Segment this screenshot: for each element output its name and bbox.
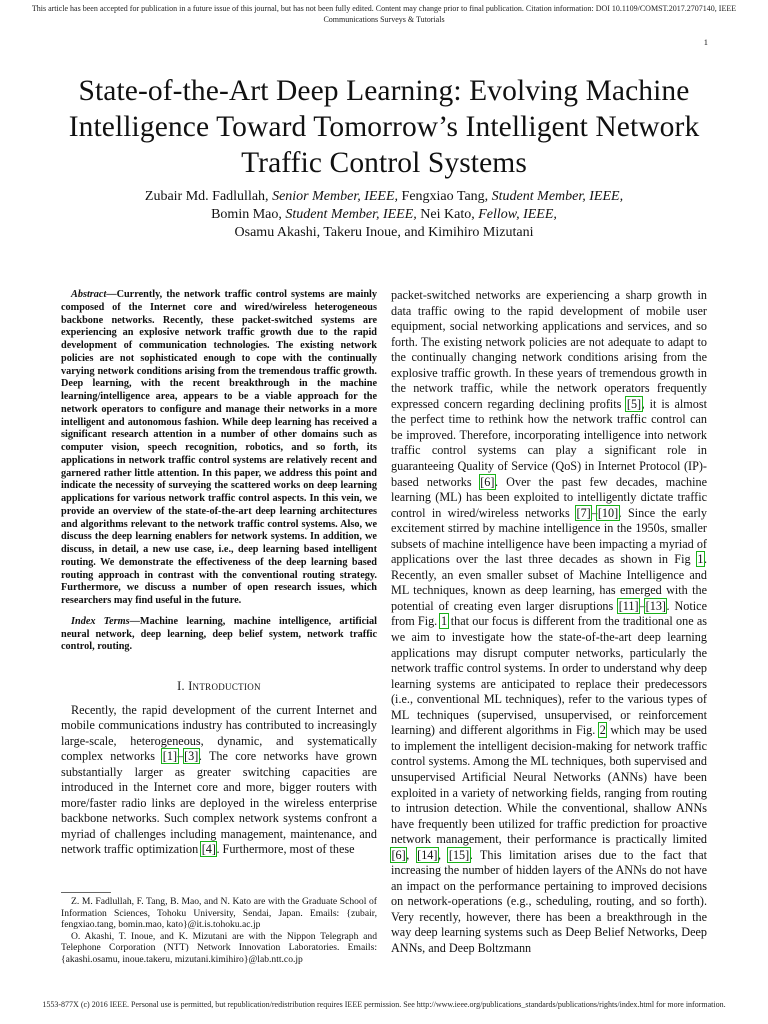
citation-link[interactable]: [3] xyxy=(184,749,199,764)
figure-link[interactable]: 1 xyxy=(697,552,704,567)
citation-link[interactable]: [11] xyxy=(618,598,639,613)
text-run: , xyxy=(406,847,417,862)
author-name: Fengxiao Tang, xyxy=(401,189,489,204)
author-role: Student Member, IEEE, xyxy=(285,207,417,222)
journal-notice xyxy=(8,3,760,25)
paper-title xyxy=(40,73,728,181)
author-role: Student Member, IEEE, xyxy=(491,189,624,204)
citation-link[interactable]: [6] xyxy=(391,847,406,862)
citation-link[interactable]: [14] xyxy=(417,847,438,862)
page-number: 1 xyxy=(703,37,708,47)
figure-link[interactable]: 1 xyxy=(440,614,448,629)
author-name: Zubair Md. Fadlullah, xyxy=(144,189,269,204)
abstract-text: —Currently, the network traffic control systems are mainly composed of the Internet core and wired/wireless heterogeneous backbone networks. Recently, these packet-switched systems are experiencing an explosive network traffic growth due to the rapid development of communication technologies. The existing network policies are not sophisticated enough to cope with the continually varying network conditions arising from the tremendous traffic growth. Deep learning, with the recent breakthrough in the machine learning/intelligence area, appears to be a viable approach for the network operators to configure and manage their networks in a more intelligent and autonomous fashion. While deep learning has received a significant research attention in a number of other domains such as computer vision, speech recognition, robotics, and so forth, its applications in network traffic control systems are relatively recent and garnered rather little attention. In this paper, we address this point and indicate the necessity of surveying the scattered works on deep learning applications for various network traffic control aspects. In this vein, we provide an overview of the state-of-the-art deep learning architectures and algorithms relevant to the network traffic control systems. Also, we discuss the deep learning enablers for network systems. In addition, we discuss, in detail, a new use case, i.e., deep learning based intelligent routing. We demonstrate the effectiveness of the deep learning based routing approach in contrast with the conventional routing strategy. Furthermore, we discuss a number of open research issues, which researchers may find useful in the future. xyxy=(61,289,377,606)
footnote-divider xyxy=(61,892,111,893)
author-affiliation-footnotes xyxy=(61,896,377,966)
text-run: – xyxy=(591,505,598,520)
author-role: Fellow, IEEE, xyxy=(478,207,557,222)
copyright-notice: 1553-877X (c) 2016 IEEE. Personal use is permitted, but republication/redistribution requires IEEE permission. See http://www.ieee.org/publications_standards/publications/rights/index.html for more information. xyxy=(42,1000,726,1009)
text-run: . Over the past few decades, machine learning (ML) has been exploited to intelligently dictate traffic control in wired/wireless networks xyxy=(391,474,707,520)
citation-link[interactable]: [1] xyxy=(162,749,178,764)
text-run: which may be used to implement the intelligent decision-making for network traffic control systems. Among the ML techniques, both supervised and unsupervised Artificial Neural Networks (ANNs) have been exploited in a variety of networking fields, ranging from routing to intrusion detection. While the conventional, shallow ANNs have frequently been utilized for traffic prediction for proactive network management, their performance is practically limited xyxy=(391,723,707,847)
abstract xyxy=(61,289,377,608)
text-run: – xyxy=(177,749,184,764)
intro-paragraph xyxy=(61,703,377,858)
citation-link[interactable]: [10] xyxy=(597,505,619,520)
footnote: Z. M. Fadlullah, F. Tang, B. Mao, and N. Kato are with the Graduate School of Information Sciences, Tohoku University, Sendai, Japan. Emails: {zubair, fengxiao.tang, bomin.mao, kato}@it.is.tohoku.ac.jp xyxy=(61,896,377,931)
abstract-label: Abstract xyxy=(71,289,107,300)
text-run: – xyxy=(639,598,646,613)
section-title: Introduction xyxy=(188,679,261,693)
text-run: Recently, the rapid development of the current Internet and mobile communications industry has contributed to increasingly large-scale, heterogeneous, dynamic, and systematically complex networks xyxy=(61,702,377,764)
section-heading-introduction xyxy=(61,679,377,695)
text-run: . Furthermore, most of these xyxy=(216,842,355,857)
title-line1: State-of-the-Art Deep Learning: Evolving Machine xyxy=(78,75,690,107)
text-run: , xyxy=(437,847,449,862)
index-terms xyxy=(61,616,377,654)
text-run: . This limitation arises due to the fact that increasing the number of hidden layers of the ANNs do not have an impact on the performance pertaining to improved decisions on network-operations (e.g., scheduling, routing, and so forth). Very recently, however, there has been a breakthrough in the way deep learning systems such as Deep Belief Networks, Deep ANNs, and Deep Boltzmann xyxy=(391,847,707,955)
author-line1 xyxy=(40,188,728,206)
author-line3: Osamu Akashi, Takeru Inoue, and Kimihiro Mizutani xyxy=(234,225,534,240)
index-terms-label: Index Terms xyxy=(71,615,130,627)
right-column xyxy=(391,288,707,957)
section-numeral: I. xyxy=(177,679,185,693)
author-line2 xyxy=(40,206,728,224)
journal-notice-line2: Communications Surveys & Tutorials xyxy=(323,15,445,24)
author-name: Bomin Mao, xyxy=(211,207,282,222)
text-run: . Notice from Fig. xyxy=(391,598,707,629)
citation-link[interactable]: [6] xyxy=(480,474,495,489)
journal-notice-line1: This article has been accepted for publication in a future issue of this journal, but has not been fully edited. Content may change prior to final publication. Citation information: DOI 10.1109/COMST.2017.2707140, IEEE xyxy=(31,4,737,13)
author-role: Senior Member, IEEE, xyxy=(272,189,399,204)
text-run: , it is almost the perfect time to rethink how the network traffic control can be improved. Therefore, incorporating intelligence into network traffic control systems can play a significant role in guaranteeing Quality of Service (QoS) in Internet Protocol (IP)-based networks xyxy=(391,396,707,489)
citation-link[interactable]: [13] xyxy=(645,598,666,613)
citation-link[interactable]: [15] xyxy=(448,847,470,862)
text-run: . The core networks have grown substantially larger as greater switching capacities are introduced in the Internet core and more, bigger routers with more/faster radio links are deployed in the wireless enterprise backbone networks. Such complex network systems confront a myriad of challenges including management, maintenance, and network traffic optimization xyxy=(61,749,377,857)
author-list xyxy=(40,188,728,242)
index-terms-text: —Machine learning, machine intelligence, artificial neural network, deep learning, deep belief system, network traffic control, routing. xyxy=(61,615,378,653)
citation-link[interactable]: [7] xyxy=(576,505,591,520)
author-name: Nei Kato, xyxy=(420,207,475,222)
figure-link[interactable]: 2 xyxy=(599,723,606,738)
citation-link[interactable]: [4] xyxy=(201,842,216,857)
title-line2: Intelligence Toward Tomorrow’s Intelligent Network xyxy=(68,111,700,143)
text-run: that our focus is different from the traditional one as we aim to investigate how the state-of-the-art deep learning applications may disrupt computer networks, particularly the network traffic control systems. In order to understand why deep learning systems are anticipated to replace their predecessors (i.e., conventional ML techniques), refer to the various types of ML techniques (supervised, unsupervised, or reinforcement learning) and different algorithms in Fig. xyxy=(391,614,707,738)
text-run: . Since the early excitement stirred by machine intelligence in the 1950s, smaller subsets of machine intelligence have been impacting a myriad of applications over the last three decades as shown in Fig xyxy=(391,505,707,567)
citation-link[interactable]: [5] xyxy=(626,396,642,411)
body-paragraph xyxy=(391,288,707,957)
title-line3: Traffic Control Systems xyxy=(241,147,527,179)
text-run: packet-switched networks are experiencing a sharp growth in data traffic owing to the rapid development of mobile user equipment, social networking applications and services, and so forth. The existing network policies are not adequate to adapt to the continually changing network conditions arising from the explosive traffic growth. In these years of tremendous growth in the network traffic, while the network operators frequently expressed concern regarding declining profits xyxy=(391,288,707,411)
footnote: O. Akashi, T. Inoue, and K. Mizutani are with the Nippon Telegraph and Telephone Corporation (NTT) Network Innovation Laboratories. Emails: {akashi.osamu, inoue.takeru, mizutani.kimihiro}@lab.ntt.co.jp xyxy=(61,930,377,965)
left-column xyxy=(61,289,377,858)
text-run: . Recently, an even smaller subset of Machine Intelligence and ML techniques, known as deep learning, has emerged with the potential of creating even larger disruptions xyxy=(391,552,707,613)
